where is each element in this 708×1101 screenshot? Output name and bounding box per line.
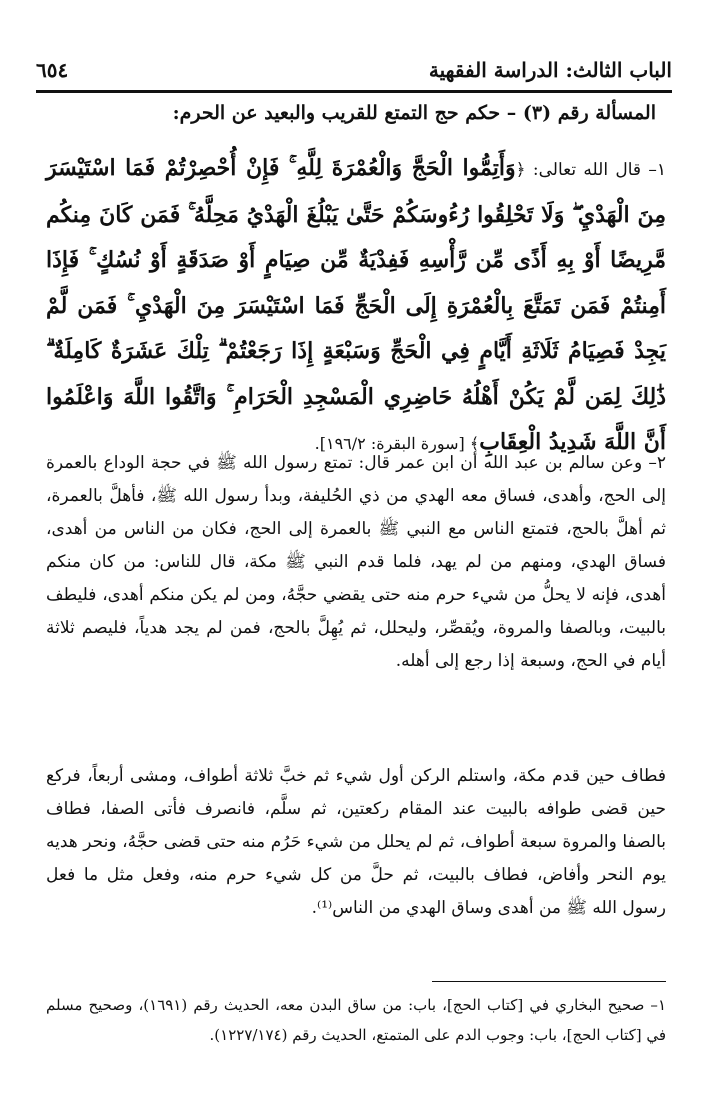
chapter-title: الباب الثالث: الدراسة الفقهية (428, 58, 672, 82)
page-number: ٦٥٤ (36, 58, 69, 82)
quran-verse-paragraph (46, 146, 666, 467)
verse-reference: ﴾ [سورة البقرة: ١٩٦/٢]. (314, 434, 480, 453)
footnote-divider (432, 981, 666, 982)
issue-heading: المسألة رقم (٣) – حكم حج التمتع للقريب والبعيد عن الحرم: (172, 102, 656, 124)
running-header (36, 52, 672, 93)
verse-intro: ١– قال الله تعالى: ﴿ (515, 160, 666, 180)
footnote-1: ١– صحيح البخاري في [كتاب الحج]، باب: من ساق البدن معه، الحديث رقم (١٦٩١)، وصحيح مسلم في [كتاب الحج]، باب: وجوب الدم على المتمتع، الحديث رقم (١٢٢٧/١٧٤). (46, 996, 666, 1044)
hadith-paragraph-3: فطاف حين قدم مكة، واستلم الركن أول شيء ثم خبَّ ثلاثة أطواف، ومشى أربعاً، فركع حين قضى طوافه بالبيت عند المقام ركعتين، ثم سلَّم، فانصرف فأتى الصفا، فطاف بالصفا والمروة سبعة أطواف، ثم لم يحلل من شيء حَرُم منه حتى قضى حجَّهُ، ونحر هديه يوم النحر وأفاض، فطاف بالبيت، ثم حلَّ من كل شيء حرم منه، وفعل مثل ما فعل رسول الله ﷺ من أهدى وساق الهدي من الناس⁽¹⁾. (46, 766, 666, 918)
quran-verse-text: وَأَتِمُّوا الْحَجَّ وَالْعُمْرَةَ لِلَّهِ ۚ فَإِنْ أُحْصِرْتُمْ فَمَا اسْتَيْسَرَ مِنَ الْهَدْيِ ۖ وَلَا تَحْلِقُوا رُءُوسَكُمْ حَتَّىٰ يَبْلُغَ الْهَدْيُ مَحِلَّهُ ۚ فَمَن كَانَ مِنكُم مَّرِيضًا أَوْ بِهِ أَذًى مِّن رَّأْسِهِ فَفِدْيَةٌ مِّن صِيَامٍ أَوْ صَدَقَةٍ أَوْ نُسُكٍ ۚ فَإِذَا أَمِنتُمْ فَمَن تَمَتَّعَ بِالْعُمْرَةِ إِلَى الْحَجِّ فَمَا اسْتَيْسَرَ مِنَ الْهَدْيِ ۚ فَمَن لَّمْ يَجِدْ فَصِيَامُ ثَلَاثَةِ أَيَّامٍ فِي الْحَجِّ وَسَبْعَةٍ إِذَا رَجَعْتُمْ ۗ تِلْكَ عَشَرَةٌ كَامِلَةٌ ۗ ذَٰلِكَ لِمَن لَّمْ يَكُنْ أَهْلُهُ حَاضِرِي الْمَسْجِدِ الْحَرَامِ ۚ وَاتَّقُوا اللَّهَ وَاعْلَمُوا أَنَّ اللَّهَ شَدِيدُ الْعِقَابِ (46, 155, 666, 455)
hadith-paragraph-2: ٢– وعن سالم بن عبد الله أن ابن عمر قال: تمتع رسول الله ﷺ في حجة الوداع بالعمرة إلى الحج، وأهدى، فساق معه الهدي من ذي الحُليفة، وبدأ رسول الله ﷺ، فأهلَّ بالعمرة، ثم أهلَّ بالحج، فتمتع الناس مع النبي ﷺ بالعمرة إلى الحج، فكان من الناس من أهدى، فساق الهدي، ومنهم من لم يهد، فلما قدم النبي ﷺ مكة، قال للناس: من كان منكم أهدى، فإنه لا يحلُّ من شيء حرم منه حتى يقضي حجَّهُ، ومن لم يكن منكم أهدى، فليطف بالبيت، وبالصفا والمروة، ويُقصِّر، وليحلل، ثم يُهِلَّ بالحج، فمن لم يجد هدياً، فليصم ثلاثة أيام في الحج، وسبعة إذا رجع إلى أهله. (46, 453, 666, 671)
